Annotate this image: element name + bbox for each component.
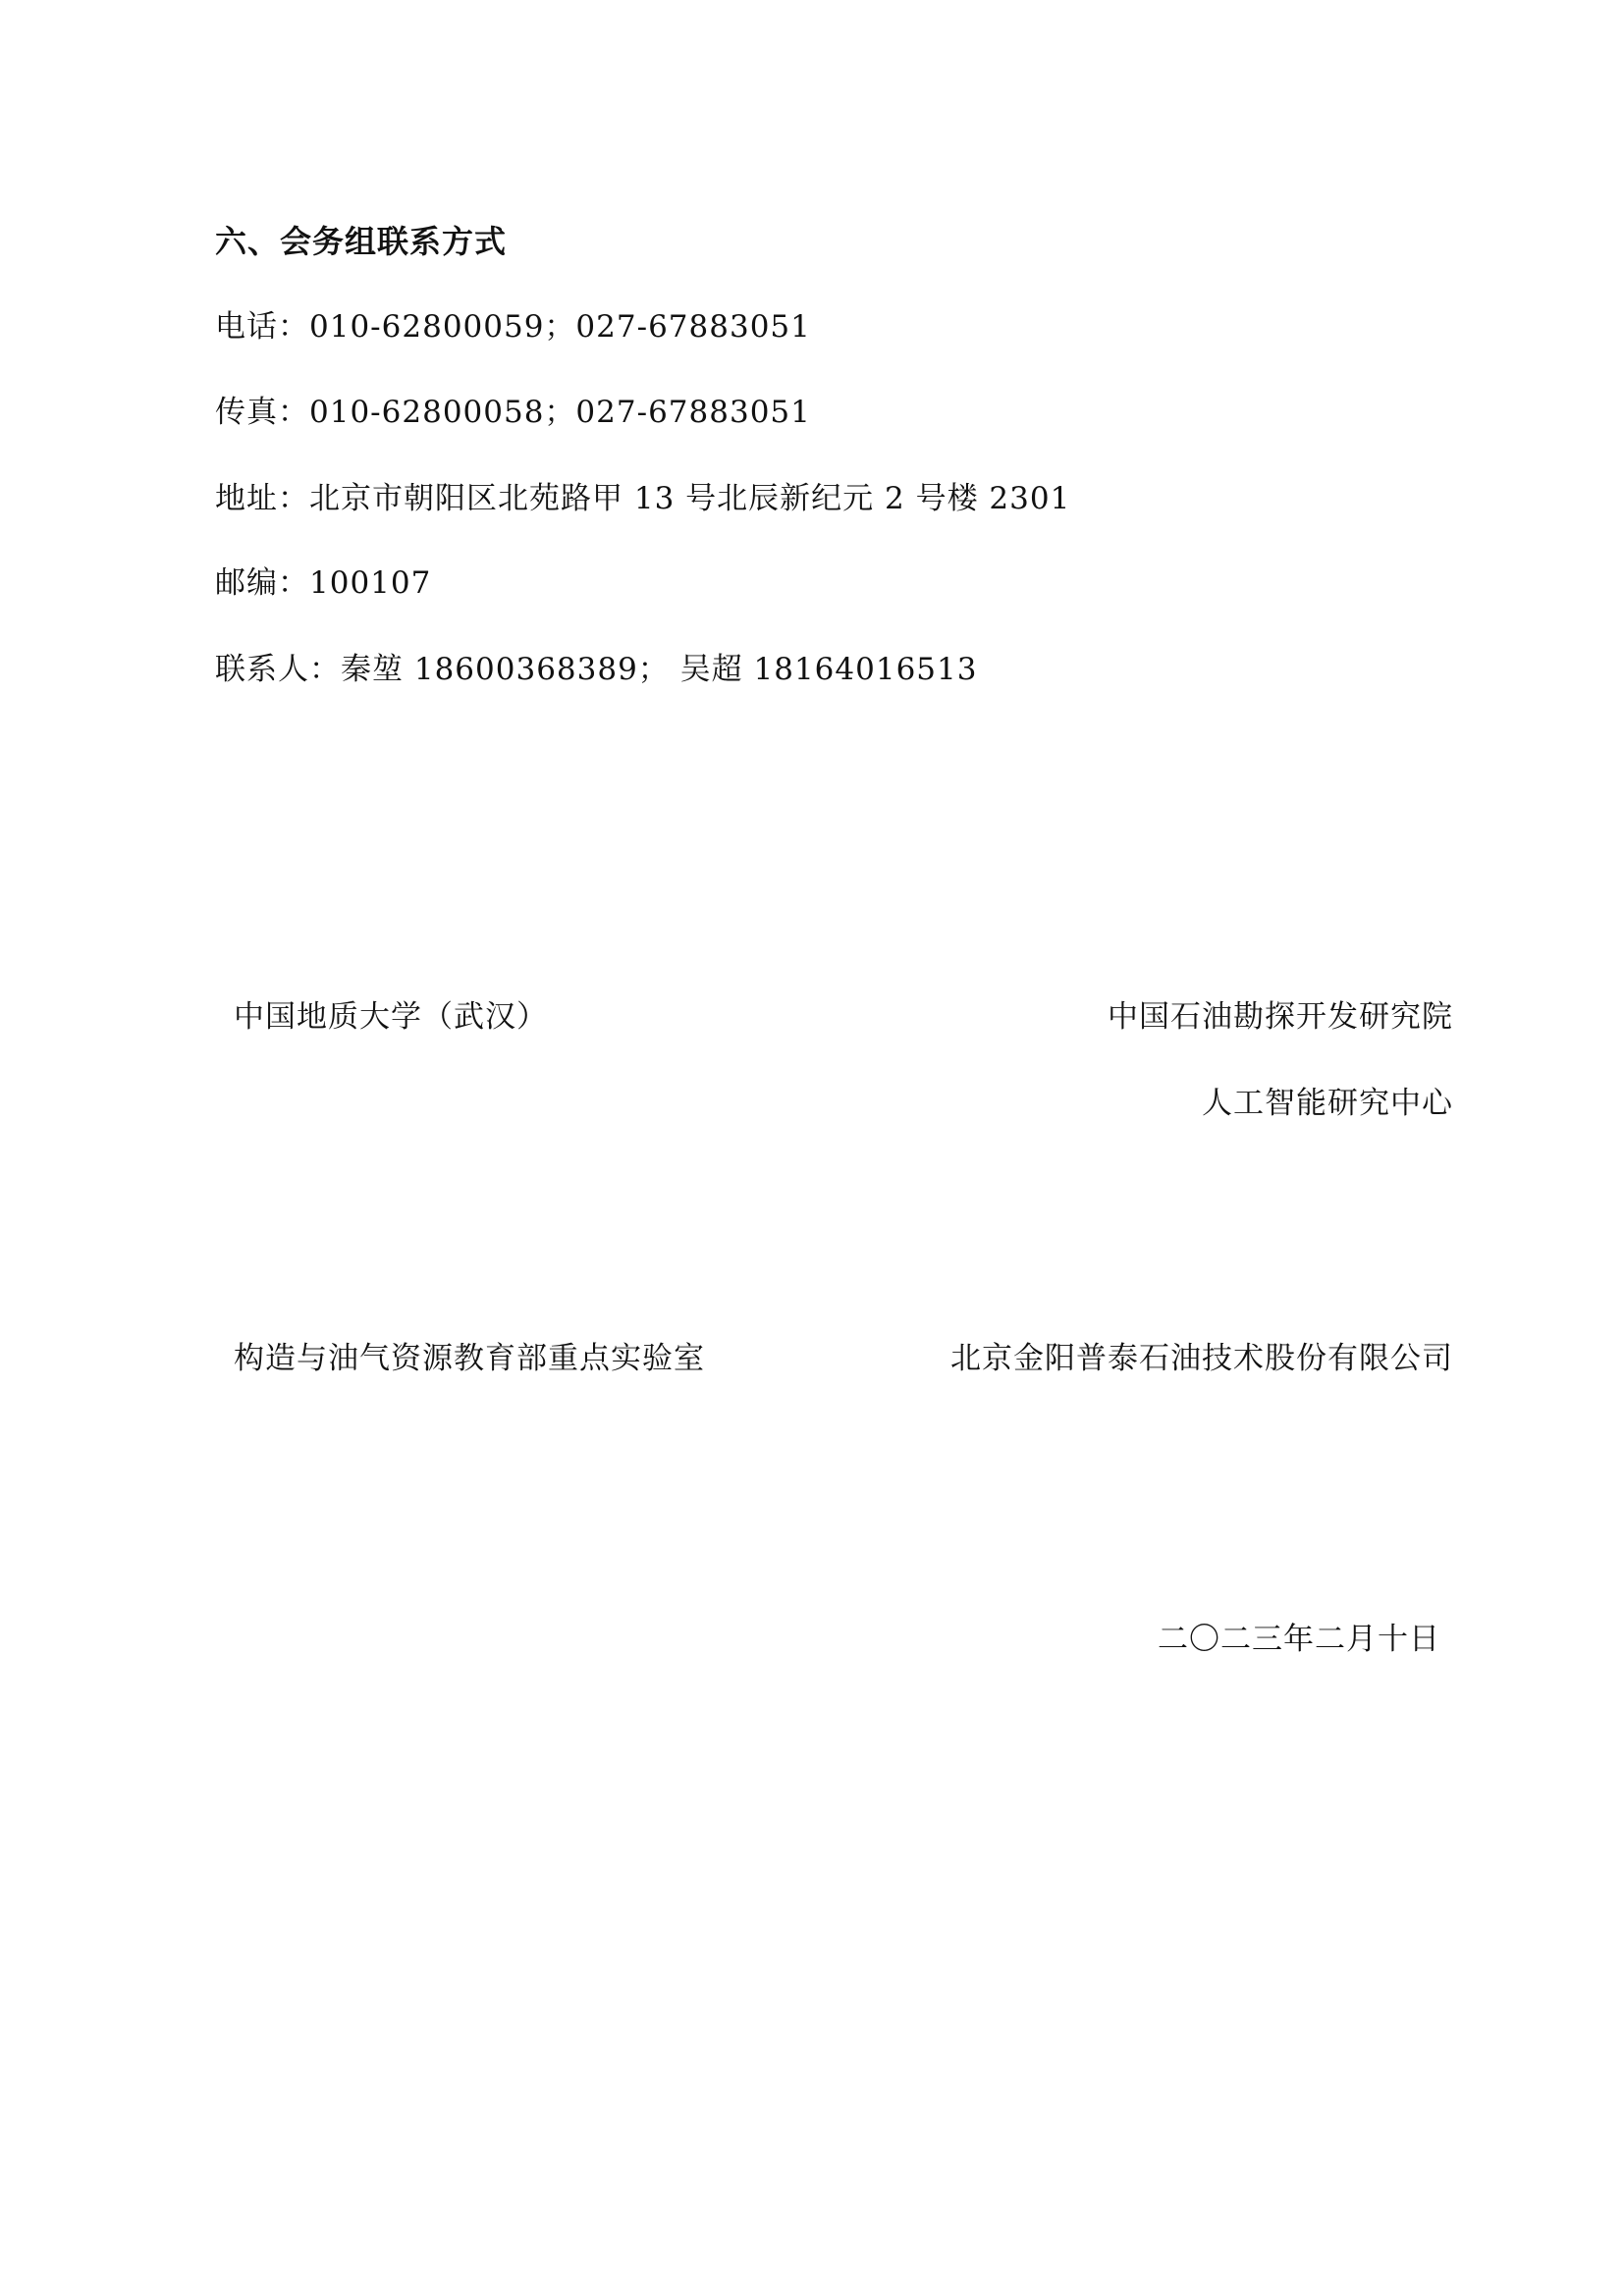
document-date: 二〇二三年二月十日 xyxy=(1158,1622,1440,1657)
section-heading: 六、会务组联系方式 xyxy=(215,223,508,260)
address-line: 地址：北京市朝阳区北苑路甲 13 号北辰新纪元 2 号楼 2301 xyxy=(215,481,1071,516)
organizer-ai-center: 人工智能研究中心 xyxy=(1202,1086,1453,1121)
fax-line: 传真：010-62800058；027-67883051 xyxy=(215,395,811,430)
contact-persons-line: 联系人：秦堃 18600368389； 吴超 18164016513 xyxy=(215,652,978,687)
organizer-riped: 中国石油勘探开发研究院 xyxy=(1108,999,1453,1035)
postcode-line: 邮编：100107 xyxy=(215,565,432,601)
organizer-jinyang-putai: 北京金阳普泰石油技术股份有限公司 xyxy=(950,1341,1453,1376)
phone-line: 电话：010-62800059；027-67883051 xyxy=(215,309,811,345)
organizer-cug: 中国地质大学（武汉） xyxy=(234,999,548,1035)
organizer-key-lab: 构造与油气资源教育部重点实验室 xyxy=(234,1341,705,1376)
